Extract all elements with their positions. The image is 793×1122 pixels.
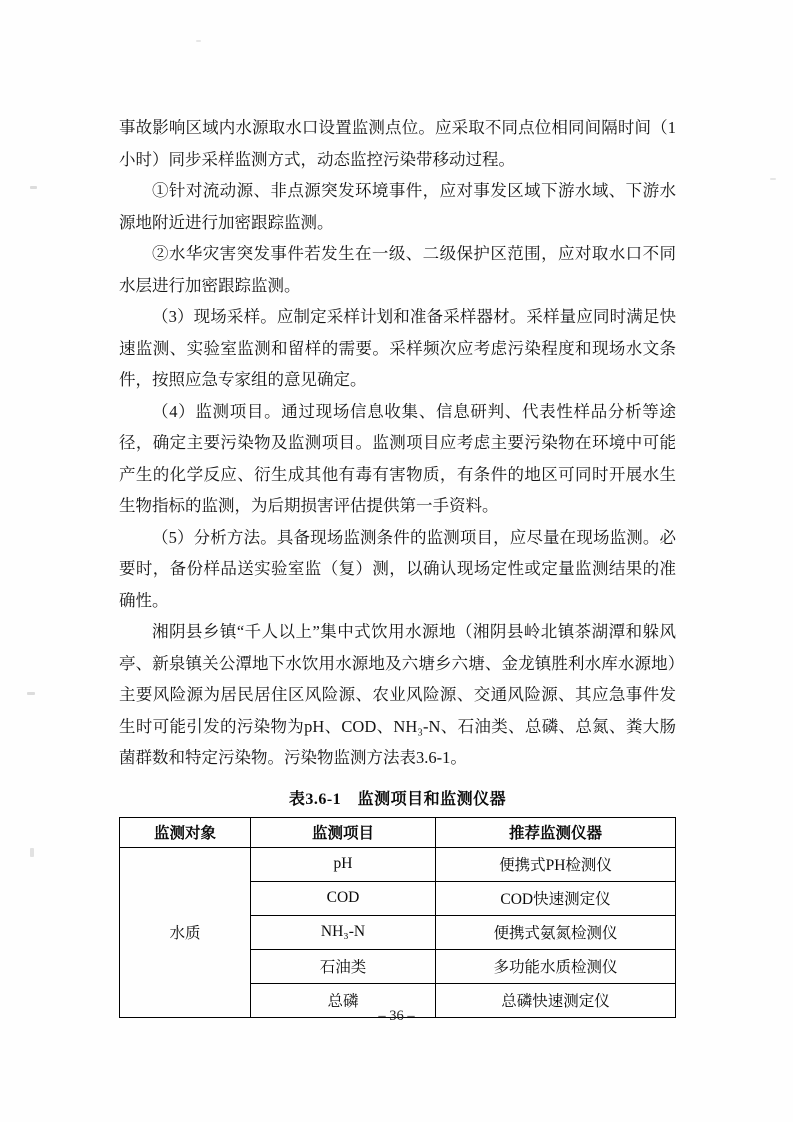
table-cell-item: NH₃-N (251, 915, 436, 949)
scan-artifact (30, 848, 34, 857)
table-cell-item: pH (251, 847, 436, 881)
page-number: – 36 – (378, 1008, 415, 1024)
table-cell-item: 石油类 (251, 949, 436, 983)
table-cell-instrument: 便携式PH检测仪 (436, 847, 676, 881)
table-row (120, 847, 676, 881)
table-header-row (120, 817, 676, 847)
table-header-cell: 推荐监测仪器 (436, 817, 676, 847)
table-header-cell: 监测对象 (120, 817, 251, 847)
table-cell-item: 总磷 (251, 983, 436, 1017)
scan-artifact (196, 40, 201, 42)
table-cell-instrument: 总磷快速测定仪 (436, 983, 676, 1017)
table-cell-instrument: 便携式氨氮检测仪 (436, 915, 676, 949)
scan-artifact (30, 186, 37, 189)
table-header-cell: 监测项目 (251, 817, 436, 847)
paragraph: ①针对流动源、非点源突发环境事件，应对事发区域下游水域、下游水源地附近进行加密跟踪监测。 (119, 181, 676, 232)
table-caption: 表3.6-1 监测项目和监测仪器 (288, 790, 507, 808)
monitoring-table (119, 817, 676, 1018)
page-content (119, 112, 676, 1018)
scan-artifact (27, 692, 35, 695)
paragraph: （4）监测项目。通过现场信息收集、信息研判、代表性样品分析等途径，确定主要污染物及监测项目。监测项目应考虑主要污染物在环境中可能产生的化学反应、衍生成其他有毒有害物质，有条件的地区可同时开展水生生物指标的监测，为后期损害评估提供第一手资料。 (119, 401, 676, 515)
paragraph: （3）现场采样。应制定采样计划和准备采样器材。采样量应同时满足快速监测、实验室监测和留样的需要。采样频次应考虑污染程度和现场水文条件，按照应急专家组的意见确定。 (119, 307, 676, 389)
table-cell-item: COD (251, 881, 436, 915)
paragraph: ②水华灾害突发事件若发生在一级、二级保护区范围，应对取水口不同水层进行加密跟踪监测。 (119, 244, 676, 295)
table-cell-instrument: COD快速测定仪 (436, 881, 676, 915)
paragraph: 事故影响区域内水源取水口设置监测点位。应采取不同点位相同间隔时间（1小时）同步采样监测方式，动态监控污染带移动过程。 (119, 118, 676, 169)
scan-artifact (770, 178, 776, 180)
table-cell-instrument: 多功能水质检测仪 (436, 949, 676, 983)
paragraph: （5）分析方法。具备现场监测条件的监测项目，应尽量在现场监测。必要时，备份样品送实验室监（复）测，以确认现场定性或定量监测结果的准确性。 (119, 527, 676, 610)
table-cell-object: 水质 (120, 847, 251, 1017)
paragraph: 湘阴县乡镇“千人以上”集中式饮用水源地（湘阴县岭北镇茶湖潭和躲风亭、新泉镇关公潭地下水饮用水源地及六塘乡六塘、金龙镇胜利水库水源地）主要风险源为居民居住区风险源、农业风险源、交通风险源、其应急事件发生时可能引发的污染物为pH、COD、NH₃-N、石油类、总磷、总氮、粪大肠菌群数和特定污染物。污染物监测方法表3.6-1。 (119, 622, 676, 767)
